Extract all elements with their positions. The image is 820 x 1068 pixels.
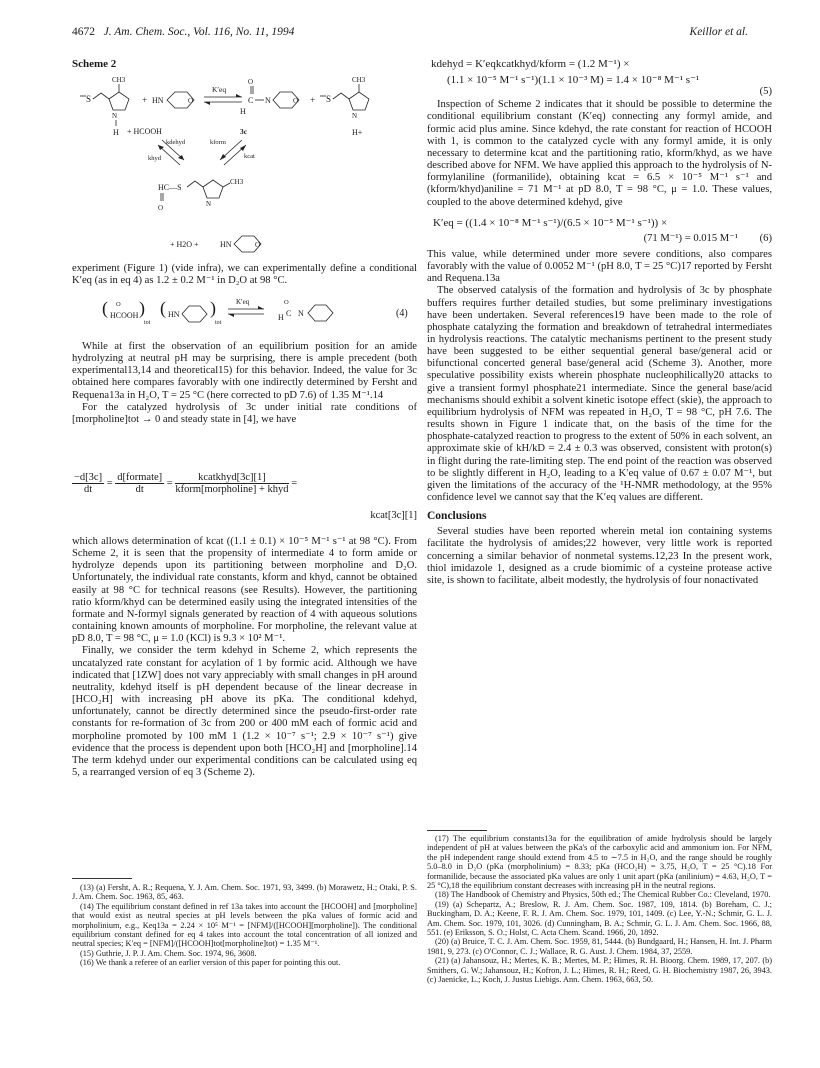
left-column-text: [72, 341, 417, 426]
paren-close: ): [210, 298, 216, 318]
carbon-label: C: [286, 309, 292, 318]
numerator: d[formate]: [117, 472, 163, 483]
denominator: dt: [135, 484, 144, 495]
water-label: + H2O +: [170, 240, 199, 249]
amide-n-label: N: [265, 96, 271, 105]
n-formylmorpholine: [240, 78, 315, 116]
tot-subscript: tot: [144, 320, 151, 326]
running-header-left: [72, 26, 294, 38]
numerator: kcatkhyd[3c][1]: [175, 472, 288, 484]
equals-sign: =: [166, 477, 173, 489]
equation-5-line-1: kdehyd = K′eqkcatkhyd/kform = (1.2 M⁻¹) ×: [431, 58, 630, 70]
plus-sign: +: [310, 95, 316, 105]
paragraph: Inspection of Scheme 2 indicates that it should be possible to determine the conditional equilibrium constant (K′eq) connecting any formyl amide, and formic acid plus amine. Since kdehyd, the rate constant for reaction of HCOOH with 1, is common to the catalyzed cycle with any formyl amide, it is only necessary to determine kcat and the partitioning ratio, kform/khyd, as we have described above for NFM. We have applied this approach to the hydrolysis of N-formylaniline (formanilide), obtaining kcat = 6.5 × 10⁻⁵ M⁻¹ s⁻¹ and (kform/khyd)aniline = 71 M⁻¹ at pD 8.0, T = 98 °C, μ = 1.0. These values, coupled to the above determined kdehyd, give: [427, 99, 772, 208]
footnote: (17) The equilibrium constants13a for the equilibration of amide hydrolysis should be largely independent of pH at values between the pKa's of the carboxylic acid and ammonium ion. For NFM, the pH independent range should extend from 4.5 to ∼7.5 in H₂O, and the range should be roughly 5.0–8.0 in D₂O (pKa (morpholinium) = 8.33; pKa (HCO₂H) = 3.75, H₂O, T = 25 °C).18 For formanilide, because the associated pKa values are only 1 unit apart (pKa (anilinium) = 4.63, H₂O, T = 25 °C),18 the equilibrium constant decreases with increasing pH in the neutral regions.: [427, 834, 772, 891]
sulfur-label: S: [326, 94, 332, 104]
morpholine-left: [152, 92, 194, 108]
page-number: 4672: [72, 26, 95, 38]
formyl-h-label: H: [278, 313, 284, 322]
formic-acid-label: + HCOOH: [127, 127, 162, 136]
footnote: (18) The Handbook of Chemistry and Physics, 50th ed.; The Chemical Rubber Co.: Cleveland, 1970.: [435, 890, 771, 900]
paragraph: experiment (Figure 1) (vide infra), we can experimentally define a conditional K′eq (as in eq 4) as 1.2 ± 0.2 M⁻¹ in D₂O at 98 °C.: [72, 263, 417, 287]
rate-expression: kcat[3c][1]: [370, 510, 417, 521]
equation-5-line-2: (1.1 × 10⁻⁵ M⁻¹ s⁻¹)(1.1 × 10⁻³ M) = 1.4 × 10⁻⁸ M⁻¹ s⁻¹: [447, 74, 700, 87]
paren-close: ): [139, 298, 145, 318]
footnote: (15) Guthrie, J. P. J. Am. Chem. Soc. 1974, 96, 3608.: [80, 948, 257, 958]
thioester-intermediate: [158, 178, 244, 212]
paren-open: (: [160, 298, 166, 318]
footnote: (16) We thank a referee of an earlier version of this paper for pointing this out.: [80, 958, 341, 968]
footnote: (13) (a) Fersht, A. R.; Requena, Y. J. Am. Chem. Soc. 1971, 93, 3499. (b) Morawetz, H.; Otaki, P. S. J. Am. Chem. Soc. 1963, 85, 463.: [72, 883, 417, 902]
left-column-text: [72, 536, 417, 779]
kcat-label: kcat: [244, 153, 255, 160]
paragraph: which allows determination of kcat ((1.1 ± 0.1) × 10⁻⁵ M⁻¹ s⁻¹ at 98 °C). From Scheme 2, it is seen that the propensity of intermediate 4 to form amide or hydrolyze depends upon its partitioning between morpholine and D₂O. Unfortunately, the individual rate constants, kform and khyd, cannot be obtained easily at 98 °C for technical reasons (see Results). However, the partitioning ratio kform/khyd can be determined easily using the integrated intensities of the formate and N-formyl signals generated by reaction of 4 with aqueous solutions containing known amounts of morpholine. For morpholine, the relevant value at pD 8.0, T = 98 °C, μ = 1.0 (KCl) is 9.3 × 10² M⁻¹.: [72, 536, 417, 645]
formic-acid-label: HCOOH: [110, 311, 139, 320]
equation-6-line-1: K′eq = ((1.4 × 10⁻⁸ M⁻¹ s⁻¹)/(6.5 × 10⁻⁵ M⁻¹ s⁻¹)) ×: [433, 216, 668, 229]
paragraph: While at first the observation of an equilibrium position for an amide hydrolyzing at neutral pH may be surprising, there is ample precedent (both experimental13,14 and theoretical15) for this behavior. Indeed, the value for 3c obtained here compares favorably with one indirectly determined by Fersht and Requena13a in H₂O, T = 25 °C (here corrected to pD 7.6) of 1.35 M⁻¹.14: [72, 341, 417, 401]
right-column-text: [427, 58, 772, 587]
paragraph: For the catalyzed hydrolysis of 3c under initial rate conditions of [morpholine]tot → 0 and steady state in [4], we have: [72, 401, 417, 425]
imidazole-n-label: N: [206, 200, 212, 208]
khyd-label: khyd: [148, 155, 161, 162]
paragraph: Several studies have been reported wherein metal ion containing systems facilitate the hydrolysis of amides;22 however, very little work is reported concerning a similar behavior of nonmetal systems.12,23 In the present work, thiol imidazole 1, designed as a crude biomimic of a cysteine protease active site, is shown to facilitate, albeit modestly, the hydrolysis of four nonactivated: [427, 526, 772, 586]
denominator: kform[morpholine] + khyd: [175, 484, 289, 495]
carbonyl-oxygen-label: O: [284, 299, 289, 306]
kform-label: kform: [210, 139, 226, 146]
journal-citation: J. Am. Chem. Soc., Vol. 116, No. 11, 1994: [103, 26, 295, 38]
left-footnotes: [72, 883, 417, 968]
equation-number: (4): [396, 308, 408, 319]
paragraph: This value, while determined under more severe conditions, also compares favorably with the value of 0.0052 M⁻¹ (pH 8.0, T = 25 °C)17 reported by Fersht and Requena.13a: [427, 248, 772, 285]
paren-open: (: [102, 298, 108, 318]
footnote: (14) The equilibrium constant defined in ref 13a takes into account the [HCOOH] and [morpholine] that would exist as neutral species at pH levels between the pKa values of formic acid and morpholinium, e.g., Keq13a = 2.24 × 10⁵ M⁻¹ = [NFM]/([HCOOH][morpholine]). The conditional equilibrium constant defined for eq 4 takes into account the total concentration of all ionized and neutral species; K′eq = [NFM]/([HCOOH]tot[morpholine]tot) = 1.35 M⁻¹.: [72, 901, 417, 949]
amine-label: HN: [220, 240, 232, 249]
formyl-h-label: H: [240, 107, 246, 116]
fraction: [115, 472, 164, 495]
imidazole-n-label: N: [112, 112, 118, 120]
sulfur-label: S: [86, 94, 92, 104]
amine-label: HN: [152, 96, 164, 105]
left-column-text: [72, 263, 417, 287]
footnote-rule: [72, 878, 132, 879]
methyl-label: CH3: [230, 178, 244, 186]
kdehyd-label: kdehyd: [166, 139, 186, 146]
equation-6-line-2: (71 M⁻¹) = 0.015 M⁻¹: [643, 232, 738, 244]
methyl-label: CH3: [112, 76, 126, 84]
scheme-title: Scheme 2: [72, 58, 117, 70]
amide-n-label: N: [298, 309, 304, 318]
rate-equation: [72, 470, 417, 530]
footnote: (20) (a) Bruice, T. C. J. Am. Chem. Soc. 1959, 81, 5444. (b) Bundgaard, H.; Hansen, H. Int. J. Pharm 1981, 9, 273. (c) O'Connor, C. J.; Wallace, R. G. Aust. J. Chem. 1984, 37, 2559.: [427, 937, 772, 956]
thiol-imidazole-left: [80, 76, 162, 137]
tot-subscript: tot: [215, 320, 222, 326]
section-heading: Conclusions: [427, 510, 487, 523]
scheme-2-diagram: [72, 72, 417, 262]
hydrogen-label: H: [113, 128, 119, 137]
equation-number: (6): [759, 232, 772, 244]
kinetic-arrows: [148, 139, 255, 165]
amine-label: HN: [168, 310, 180, 319]
thiol-imidazole-right: [320, 76, 369, 137]
keq-label: K′eq: [236, 298, 250, 306]
running-header-authors: Keillor et al.: [689, 26, 748, 38]
proton-label: H+: [352, 128, 363, 137]
plus-sign: +: [142, 95, 148, 105]
thioester-label: HC—S: [158, 183, 182, 192]
imidazole-n-label: N: [352, 112, 358, 120]
keq-label: K′eq: [212, 85, 227, 94]
thioester-oxygen-label: O: [158, 204, 164, 212]
ring-oxygen-label: O: [293, 97, 299, 105]
denominator: dt: [83, 484, 93, 495]
paragraph: The observed catalysis of the formation and hydrolysis of 3c by phosphate buffers requires further detailed studies, but some preliminary investigations have been undertaken. Several references19 have been made to the role of phosphate catalyzing the formation and breakdown of tetrahedral intermediates in hydrolysis reactions. The catalytic mechanisms pertinent to the present study have been suggested to be either sequential general base/general acid or bifunctional concerted general base/general acid (Scheme 3). Another, more speculative possibility exists wherein phosphate nucleophilically20 attacks to give a transient formyl phosphate21 intermediate. Since the general base/acid mechanisms should exhibit a solvent kinetic isotope effect (skie), the approach to equilibrium hydrolysis of NFM was repeated in H₂O, T = 98 °C, pH 7.6. The results shown in Figure 1 indicate that, on the basis of the time for the phosphate-catalyzed reaction to progress to the extent of 50% in each solvent, an approximate skie of kH/kD = 2.4 ± 0.3 was observed, consistent with proton(s) in flight during the rate-limiting step. The end point of the reaction was observed to be slightly different in H₂O, leading to a K′eq value of 0.67 ± 0.07 M⁻¹, but given the limitations of the accuracy of the ¹H-NMR methodology, at the 95% confidence level we cannot say that the K′eq values are different.: [427, 285, 772, 503]
water-plus-morpholine: [170, 236, 261, 252]
carbon-label: C: [248, 96, 254, 105]
right-footnotes: [427, 834, 772, 985]
equation-4: [72, 292, 417, 338]
numerator: −d[3c]: [74, 472, 103, 483]
equilibrium-arrow: [204, 85, 242, 105]
methyl-label: CH3: [352, 76, 366, 84]
ring-oxygen-label: O: [188, 97, 194, 105]
ring-oxygen-label: O: [255, 241, 261, 249]
footnote: (19) (a) Schepartz, A.; Breslow, R. J. Am. Chem. Soc. 1987, 109, 1814. (b) Boreham, C. J.; Buckingham, D. A.; Keene, F. R. J. Am. Chem. Soc. 1979, 101, 1409. (c) Lee, Y.-N.; Schmir, G. L. J. Am. Chem. Soc. 1979, 101, 3026. (d) Cunningham, B. A.; Schmir, G. L. J. Am. Chem. Soc. 1966, 88, 551. (e) Eriksson, S. O.; Holst, C. Acta Chem. Scand. 1966, 20, 1892.: [427, 899, 772, 938]
left-column: [72, 58, 417, 70]
footnote-rule: [427, 830, 487, 831]
equation-number: (5): [759, 86, 772, 98]
compound-label: 3c: [240, 127, 248, 136]
fraction: [72, 472, 104, 495]
footnote: (21) (a) Jahansouz, H.; Mertes, K. B.; Mertes, M. P.; Himes, R. H. Bioorg. Chem. 1989, 17, 207. (b) Smithers, G. W.; Jahansouz, H.; Kofron, J. L.; Himes, R. H.; Reed, G. H. Biochemistry 1987, 26, 3943. (c) Jaenicke, L.; Koch, J. Justus Liebigs. Ann. Chem. 1963, 663, 50.: [427, 956, 772, 985]
fraction: [175, 472, 288, 495]
carbonyl-oxygen-label: O: [248, 78, 254, 86]
equals-sign: =: [291, 477, 298, 489]
paragraph: Finally, we consider the term kdehyd in Scheme 2, which represents the uncatalyzed rate constant for acylation of 1 by formic acid. Although we have indicated that [1ZW] does not vary appreciably with small changes in pH around neutrality, kdehyd itself is pH dependent because of the linear decrease in [HCO₂H] with increasing pH above its pKa. The conditional kdehyd, unfortunately, cannot be directly determined since the pseudo-first-order rate constants for re-formation of 3c from 200 or 400 mM each of formic acid and morpholine promoted by 100 mM 1 (1.2 × 10⁻⁷ s⁻¹; 2.9 × 10⁻⁷ s⁻¹) give evidence that the process is dependent upon both [HCO₂H] and [morpholine].14 The term kdehyd under our experimental conditions can be calculated using eq 5, a rearranged version of eq 3 (Scheme 2).: [72, 645, 417, 778]
carbonyl-oxygen-label: O: [116, 301, 121, 308]
equals-sign: =: [106, 477, 113, 489]
